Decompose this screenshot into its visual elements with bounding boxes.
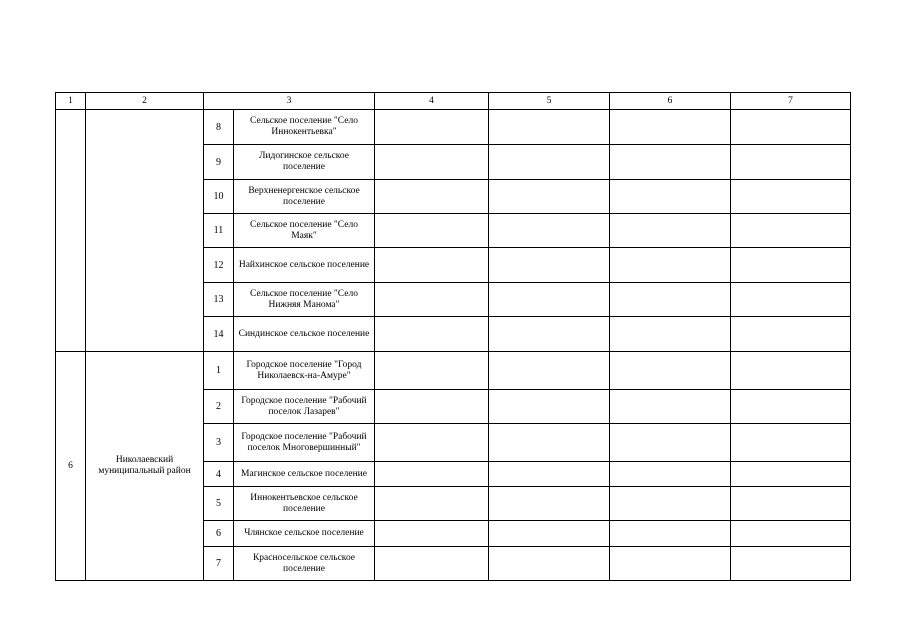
empty-cell-6 <box>610 521 731 547</box>
settlement-name: Чля​нское сельское поселение <box>234 521 375 547</box>
settlement-name: Иннокентьевское сельское поселение <box>234 487 375 521</box>
empty-cell-4 <box>375 487 489 521</box>
empty-cell-4 <box>375 462 489 487</box>
empty-cell-5 <box>489 390 610 424</box>
settlement-number: 12 <box>204 248 234 283</box>
settlement-number: 6 <box>204 521 234 547</box>
empty-cell-6 <box>610 145 731 180</box>
empty-cell-4 <box>375 283 489 317</box>
settlement-number: 10 <box>204 180 234 214</box>
empty-cell-6 <box>610 390 731 424</box>
settlement-name: Лидогинское сельское поселение <box>234 145 375 180</box>
settlement-name: Найхинское сельское поселение <box>234 248 375 283</box>
header-row <box>56 93 851 110</box>
settlement-number: 11 <box>204 214 234 248</box>
empty-cell-7 <box>731 521 851 547</box>
settlement-name: Сельское поселение "Село Маяк" <box>234 214 375 248</box>
settlement-number: 2 <box>204 390 234 424</box>
empty-cell-4 <box>375 547 489 581</box>
empty-cell-4 <box>375 248 489 283</box>
empty-cell-7 <box>731 145 851 180</box>
settlement-number: 9 <box>204 145 234 180</box>
header-cell-1: 1 <box>56 93 86 110</box>
empty-cell-5 <box>489 547 610 581</box>
empty-cell-7 <box>731 180 851 214</box>
empty-cell-6 <box>610 547 731 581</box>
header-cell-2: 2 <box>86 93 204 110</box>
settlement-name: Сельское поселение "Село Нижняя Манома" <box>234 283 375 317</box>
empty-cell-4 <box>375 110 489 145</box>
empty-cell-5 <box>489 424 610 462</box>
settlements-table <box>55 92 851 581</box>
district-number-cell <box>56 110 86 352</box>
table-row <box>56 352 851 390</box>
settlement-name: Верхненергенское сельское поселение <box>234 180 375 214</box>
header-cell-7: 7 <box>731 93 851 110</box>
empty-cell-6 <box>610 487 731 521</box>
empty-cell-6 <box>610 317 731 352</box>
district-number-cell: 6 <box>56 352 86 581</box>
empty-cell-4 <box>375 317 489 352</box>
empty-cell-5 <box>489 180 610 214</box>
empty-cell-4 <box>375 424 489 462</box>
header-cell-6: 6 <box>610 93 731 110</box>
empty-cell-6 <box>610 424 731 462</box>
empty-cell-7 <box>731 214 851 248</box>
settlement-number: 5 <box>204 487 234 521</box>
empty-cell-6 <box>610 110 731 145</box>
empty-cell-7 <box>731 283 851 317</box>
empty-cell-5 <box>489 462 610 487</box>
empty-cell-7 <box>731 424 851 462</box>
empty-cell-7 <box>731 352 851 390</box>
empty-cell-7 <box>731 317 851 352</box>
settlement-number: 8 <box>204 110 234 145</box>
settlement-name: Сельское поселение "Село Иннокентьевка" <box>234 110 375 145</box>
empty-cell-5 <box>489 283 610 317</box>
empty-cell-5 <box>489 214 610 248</box>
settlement-number: 3 <box>204 424 234 462</box>
header-cell-5: 5 <box>489 93 610 110</box>
settlement-number: 1 <box>204 352 234 390</box>
empty-cell-5 <box>489 352 610 390</box>
empty-cell-4 <box>375 214 489 248</box>
district-name-cell: Николаевский муниципальный район <box>86 352 204 581</box>
empty-cell-5 <box>489 145 610 180</box>
settlement-name: Магинское сельское поселение <box>234 462 375 487</box>
settlement-number: 7 <box>204 547 234 581</box>
empty-cell-4 <box>375 521 489 547</box>
empty-cell-7 <box>731 487 851 521</box>
empty-cell-6 <box>610 283 731 317</box>
empty-cell-4 <box>375 352 489 390</box>
empty-cell-5 <box>489 248 610 283</box>
empty-cell-4 <box>375 180 489 214</box>
settlement-number: 14 <box>204 317 234 352</box>
settlement-number: 13 <box>204 283 234 317</box>
settlement-name: Городское поселение "Рабочий поселок Лазарев" <box>234 390 375 424</box>
settlement-name: Городское поселение "Рабочий поселок Многовершинный" <box>234 424 375 462</box>
district-name-cell <box>86 110 204 352</box>
empty-cell-6 <box>610 248 731 283</box>
empty-cell-7 <box>731 547 851 581</box>
header-cell-3: 3 <box>204 93 375 110</box>
empty-cell-5 <box>489 110 610 145</box>
empty-cell-4 <box>375 390 489 424</box>
empty-cell-6 <box>610 352 731 390</box>
empty-cell-7 <box>731 390 851 424</box>
empty-cell-5 <box>489 521 610 547</box>
empty-cell-4 <box>375 145 489 180</box>
settlement-name: Синдинское сельское поселение <box>234 317 375 352</box>
empty-cell-6 <box>610 214 731 248</box>
empty-cell-7 <box>731 110 851 145</box>
settlement-name: Городское поселение "Город Николаевск-на-Амуре" <box>234 352 375 390</box>
empty-cell-5 <box>489 487 610 521</box>
header-cell-4: 4 <box>375 93 489 110</box>
settlement-number: 4 <box>204 462 234 487</box>
empty-cell-5 <box>489 317 610 352</box>
table-row <box>56 110 851 145</box>
empty-cell-6 <box>610 462 731 487</box>
empty-cell-7 <box>731 462 851 487</box>
settlement-name: Красносельское сельское поселение <box>234 547 375 581</box>
empty-cell-7 <box>731 248 851 283</box>
empty-cell-6 <box>610 180 731 214</box>
